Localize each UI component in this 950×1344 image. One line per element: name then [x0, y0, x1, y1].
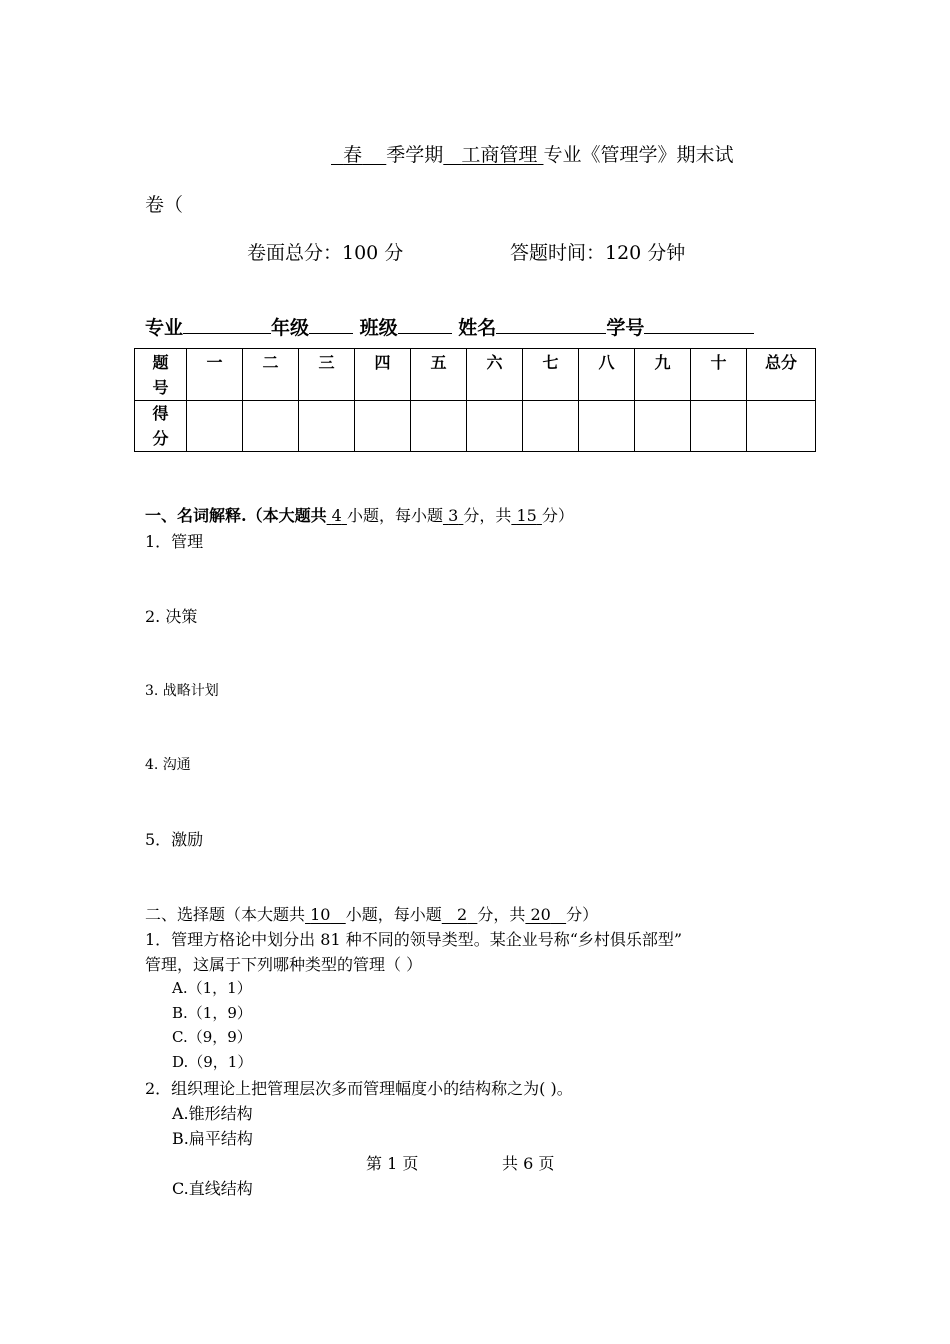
- term-item: 1．管理: [145, 532, 204, 551]
- major-blank[interactable]: [183, 315, 271, 334]
- score-cell[interactable]: [523, 401, 579, 452]
- option: A.锥形结构: [172, 1104, 253, 1123]
- title-wrap: 卷（: [145, 194, 184, 216]
- score-cell[interactable]: [579, 401, 635, 452]
- score-cell[interactable]: [355, 401, 411, 452]
- option: C.直线结构: [172, 1179, 253, 1198]
- score-header: 得 分: [135, 401, 187, 452]
- total-score: 卷面总分：100 分: [247, 242, 404, 264]
- score-cell[interactable]: [243, 401, 299, 452]
- section1-total: 15: [516, 506, 537, 525]
- term-item: 3. 战略计划: [145, 683, 219, 699]
- name-blank[interactable]: [496, 315, 606, 334]
- semester-text: 季学期: [386, 144, 444, 166]
- score-cell[interactable]: [411, 401, 467, 452]
- column-header: 十: [691, 349, 747, 401]
- column-header: 七: [523, 349, 579, 401]
- term-item: 4. 沟通: [145, 757, 191, 773]
- section2-title: 二、选择题（本大题共 10 小题，每小题 2 分，共 20 分）: [145, 905, 599, 924]
- exam-title: [331, 140, 734, 167]
- option: B.扁平结构: [172, 1129, 253, 1148]
- question-1-line2: 管理，这属于下列哪种类型的管理（ ）: [145, 955, 423, 974]
- option: C.（9，9）: [172, 1028, 252, 1046]
- score-row: [135, 401, 816, 452]
- column-header: 六: [467, 349, 523, 401]
- grade-label: 年级: [271, 317, 310, 339]
- title-rest: 专业《管理学》期末试: [543, 144, 734, 166]
- column-header: 三: [299, 349, 355, 401]
- name-label: 姓名: [458, 317, 497, 339]
- id-label: 学号: [606, 317, 645, 339]
- section2-total: 20: [530, 905, 551, 924]
- term-item: 2. 决策: [145, 607, 198, 626]
- column-header: 四: [355, 349, 411, 401]
- section1-count: 4: [331, 506, 342, 525]
- score-table: [134, 348, 816, 452]
- score-cell-total[interactable]: [747, 401, 816, 452]
- id-blank[interactable]: [644, 315, 754, 334]
- option: A.（1，1）: [172, 979, 252, 997]
- term-item: 5．激励: [145, 830, 204, 849]
- student-info-line: [145, 313, 754, 340]
- score-cell[interactable]: [187, 401, 243, 452]
- section2-each: 2: [457, 905, 468, 924]
- page-total: 共 6 页: [502, 1154, 555, 1173]
- question-number-row: [135, 349, 816, 401]
- section2-count: 10: [310, 905, 331, 924]
- answer-time: 答题时间：120 分钟: [510, 242, 686, 264]
- score-cell[interactable]: [691, 401, 747, 452]
- column-header: 九: [635, 349, 691, 401]
- score-cell[interactable]: [635, 401, 691, 452]
- column-header: 八: [579, 349, 635, 401]
- season-underlined: 春: [343, 144, 363, 166]
- page-number: 第 1 页: [366, 1154, 419, 1173]
- section1-each: 3: [448, 506, 459, 525]
- score-cell[interactable]: [467, 401, 523, 452]
- score-cell[interactable]: [299, 401, 355, 452]
- question-number-header: 题 号: [135, 349, 187, 401]
- class-blank[interactable]: [398, 315, 452, 334]
- grade-blank[interactable]: [309, 315, 353, 334]
- column-header: 二: [243, 349, 299, 401]
- column-header: 一: [187, 349, 243, 401]
- question-2: 2．组织理论上把管理层次多而管理幅度小的结构称之为( )。: [145, 1079, 573, 1098]
- option: D.（9，1）: [172, 1053, 253, 1071]
- major-underlined: 工商管理: [461, 144, 538, 166]
- class-label: 班级: [359, 317, 398, 339]
- column-header: 五: [411, 349, 467, 401]
- section1-title: 一、名词解释.（本大题共 4 小题，每小题 3 分，共 15 分）: [145, 506, 574, 525]
- column-header-total: 总分: [747, 349, 816, 401]
- question-1-line1: 1．管理方格论中划分出 81 种不同的领导类型。某企业号称“乡村俱乐部型”: [145, 930, 683, 949]
- major-label: 专业: [145, 317, 184, 339]
- option: B.（1，9）: [172, 1004, 252, 1022]
